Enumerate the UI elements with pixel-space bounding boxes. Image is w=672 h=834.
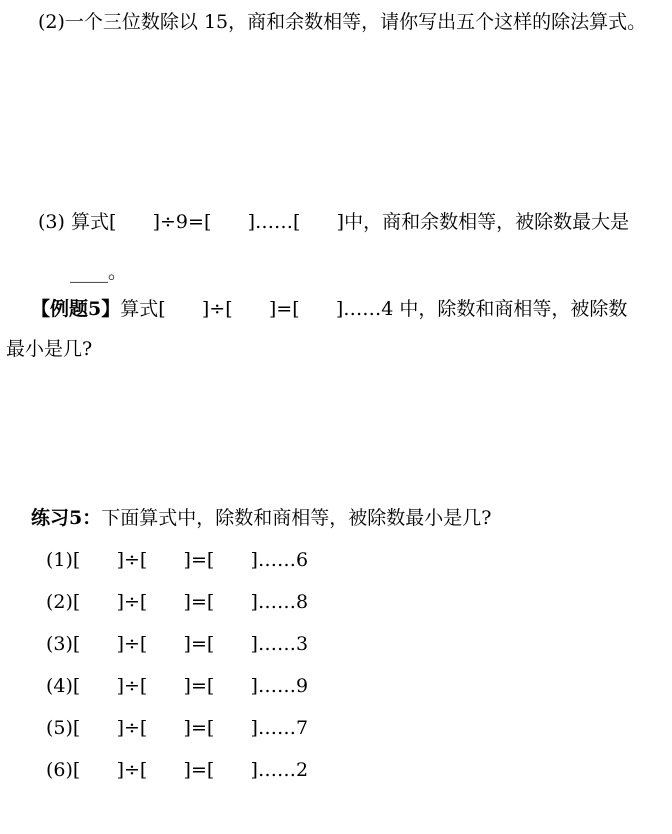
exercise-item: (4)[ ]÷[ ]=[ ]……9 xyxy=(46,675,309,697)
question-2: (2)一个三位数除以 15，商和余数相等，请你写出五个这样的除法算式。 xyxy=(38,11,647,33)
example-5-text: 算式[ ]÷[ ]=[ ]……4 中，除数和商相等，被除数 xyxy=(120,298,628,320)
example-5-line1 xyxy=(31,297,627,321)
question-3-line1: (3) 算式[ ]÷9=[ ]……[ ]中，商和余数相等，被除数最大是 xyxy=(38,211,630,233)
example-5-label: 【例题5】 xyxy=(31,298,121,320)
practice-5-label: 练习5： xyxy=(31,507,102,529)
exercise-item: (5)[ ]÷[ ]=[ ]……7 xyxy=(46,717,309,739)
example-5-line2: 最小是几? xyxy=(6,338,93,360)
practice-5-text: 下面算式中，除数和商相等，被除数最小是几? xyxy=(101,507,492,529)
exercise-item: (1)[ ]÷[ ]=[ ]……6 xyxy=(46,549,309,571)
practice-5-title xyxy=(31,506,491,530)
exercise-item: (6)[ ]÷[ ]=[ ]……2 xyxy=(46,759,309,781)
exercise-item: (3)[ ]÷[ ]=[ ]……3 xyxy=(46,633,309,655)
exercise-item: (2)[ ]÷[ ]=[ ]……8 xyxy=(46,591,309,613)
question-3-blank-line: ____。 xyxy=(70,261,128,283)
